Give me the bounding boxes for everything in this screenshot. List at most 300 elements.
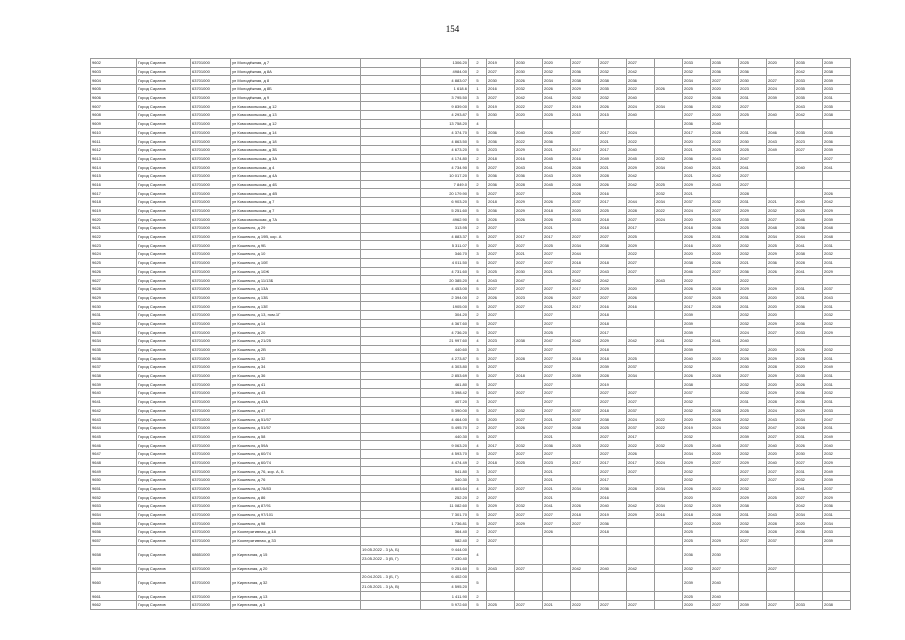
year-cell: 2024 bbox=[683, 206, 711, 215]
year-cell bbox=[515, 224, 543, 233]
year-cell: 2036 bbox=[487, 171, 515, 180]
year-cell: 2043 bbox=[795, 102, 823, 111]
year-cell: 2024 bbox=[627, 102, 655, 111]
row-number-cell: 9624 bbox=[91, 250, 137, 259]
code-cell: 63701000 bbox=[191, 476, 231, 485]
year-cell: 2032 bbox=[683, 397, 711, 406]
row-number-cell: 9659 bbox=[91, 564, 137, 573]
year-cell bbox=[655, 111, 683, 120]
area-cell: 13 758.20 bbox=[421, 119, 469, 128]
city-cell: Город Саратов bbox=[137, 241, 191, 250]
year-cell: 2044 bbox=[627, 198, 655, 207]
area-cell: 2 394.00 bbox=[421, 293, 469, 302]
floors-cell: 5 bbox=[469, 258, 487, 267]
year-cell bbox=[655, 389, 683, 398]
area-cell: 4 736.20 bbox=[421, 328, 469, 337]
year-cell: 2017 bbox=[599, 458, 627, 467]
year-cell: 2029 bbox=[515, 519, 543, 528]
year-cell bbox=[711, 389, 739, 398]
year-cell bbox=[655, 137, 683, 146]
year-cell: 2032 bbox=[739, 319, 767, 328]
year-cell: 2036 bbox=[795, 319, 823, 328]
table-row bbox=[91, 119, 851, 128]
year-cell: 2040 bbox=[823, 441, 851, 450]
year-cell bbox=[543, 189, 571, 198]
year-cell: 2039 bbox=[683, 319, 711, 328]
year-cell bbox=[795, 119, 823, 128]
area-cell: 346.70 bbox=[421, 250, 469, 259]
row-number-cell: 9660 bbox=[91, 573, 137, 592]
year-cell: 2043 bbox=[823, 293, 851, 302]
year-cell: 2016 bbox=[515, 154, 543, 163]
year-cell bbox=[655, 258, 683, 267]
floors-cell: 5 bbox=[469, 232, 487, 241]
address-cell: ул Комсомольская, д 3А bbox=[231, 154, 361, 163]
year-cell bbox=[823, 180, 851, 189]
address-cell: ул Кошевого, д 13, пом.1Г bbox=[231, 310, 361, 319]
year-cell: 2018 bbox=[599, 354, 627, 363]
address-cell: ул Кошевого, д 76 bbox=[231, 476, 361, 485]
table-row bbox=[91, 102, 851, 111]
year-cell: 2017 bbox=[599, 328, 627, 337]
row-number-cell: 9649 bbox=[91, 467, 137, 476]
year-cell bbox=[655, 267, 683, 276]
table-row bbox=[91, 85, 851, 94]
year-cell: 2027 bbox=[515, 241, 543, 250]
year-cell: 2027 bbox=[627, 467, 655, 476]
table-row bbox=[91, 510, 851, 519]
year-cell: 2024 bbox=[627, 128, 655, 137]
year-cell: 2024 bbox=[711, 423, 739, 432]
year-cell bbox=[767, 484, 795, 493]
year-cell: 2022 bbox=[711, 484, 739, 493]
area-cell bbox=[421, 545, 469, 564]
year-cell bbox=[767, 337, 795, 346]
area-cell: 4 453.00 bbox=[421, 284, 469, 293]
address-cell: ул Молодёжная, д 9 bbox=[231, 93, 361, 102]
year-cell: 2034 bbox=[655, 102, 683, 111]
floors-cell: 5 bbox=[469, 573, 487, 592]
code-cell: 63701000 bbox=[191, 241, 231, 250]
year-cell: 2039 bbox=[683, 328, 711, 337]
year-cell: 2032 bbox=[795, 476, 823, 485]
row-number-cell: 9618 bbox=[91, 198, 137, 207]
year-cell bbox=[711, 528, 739, 537]
city-cell: Город Саратов bbox=[137, 267, 191, 276]
year-cell bbox=[655, 59, 683, 68]
year-cell bbox=[739, 592, 767, 601]
year-cell: 2030 bbox=[487, 76, 515, 85]
document-cell bbox=[361, 432, 421, 441]
year-cell bbox=[655, 493, 683, 502]
row-number-cell: 9641 bbox=[91, 397, 137, 406]
year-cell: 2027 bbox=[515, 449, 543, 458]
year-cell: 2028 bbox=[795, 354, 823, 363]
year-cell: 2017 bbox=[627, 432, 655, 441]
area-cell: 4 011.50 bbox=[421, 258, 469, 267]
code-cell: 63701000 bbox=[191, 93, 231, 102]
year-cell bbox=[571, 528, 599, 537]
year-cell: 2049 bbox=[823, 467, 851, 476]
year-cell: 2045 bbox=[627, 154, 655, 163]
year-cell bbox=[655, 76, 683, 85]
code-cell: 63701000 bbox=[191, 154, 231, 163]
table-row bbox=[91, 600, 851, 609]
city-cell: Город Саратов bbox=[137, 441, 191, 450]
year-cell: 2025 bbox=[767, 493, 795, 502]
year-cell: 2027 bbox=[487, 328, 515, 337]
area-cell: 8 803.64 bbox=[421, 484, 469, 493]
document-cell bbox=[361, 250, 421, 259]
year-cell bbox=[599, 545, 627, 564]
year-cell: 2027 bbox=[627, 258, 655, 267]
year-cell: 2027 bbox=[627, 267, 655, 276]
year-cell bbox=[823, 564, 851, 573]
year-cell: 2038 bbox=[823, 111, 851, 120]
city-cell: Город Саратов bbox=[137, 128, 191, 137]
year-cell: 2020 bbox=[767, 293, 795, 302]
year-cell: 2026 bbox=[795, 345, 823, 354]
year-cell bbox=[711, 397, 739, 406]
year-cell: 2032 bbox=[683, 432, 711, 441]
year-cell: 2041 bbox=[739, 163, 767, 172]
table-row bbox=[91, 345, 851, 354]
table-row bbox=[91, 415, 851, 424]
area-cell: 4 367.60 bbox=[421, 319, 469, 328]
year-cell bbox=[795, 180, 823, 189]
code-cell: 63701000 bbox=[191, 406, 231, 415]
year-cell bbox=[711, 319, 739, 328]
address-cell: ул Комсомольская, д 13 bbox=[231, 111, 361, 120]
year-cell bbox=[767, 573, 795, 592]
document-cell bbox=[361, 406, 421, 415]
document-cell bbox=[361, 423, 421, 432]
document-cell bbox=[361, 337, 421, 346]
code-cell: 63701000 bbox=[191, 224, 231, 233]
year-cell: 2048 bbox=[823, 232, 851, 241]
year-cell: 2034 bbox=[767, 232, 795, 241]
year-cell: 2019 bbox=[487, 59, 515, 68]
document-cell-line: 20.04.2021 - 3 (Б, Г) bbox=[361, 573, 420, 583]
year-cell: 2027 bbox=[543, 250, 571, 259]
year-cell: 2036 bbox=[795, 302, 823, 311]
document-cell bbox=[361, 137, 421, 146]
code-cell: 63701000 bbox=[191, 76, 231, 85]
year-cell: 2049 bbox=[599, 154, 627, 163]
register-body bbox=[91, 59, 851, 610]
year-cell: 2020 bbox=[711, 449, 739, 458]
year-cell: 2032 bbox=[683, 502, 711, 511]
year-cell bbox=[487, 573, 515, 592]
area-cell: 4 731.60 bbox=[421, 267, 469, 276]
year-cell bbox=[571, 380, 599, 389]
document-cell bbox=[361, 180, 421, 189]
row-number-cell: 9625 bbox=[91, 258, 137, 267]
document-cell bbox=[361, 354, 421, 363]
area-cell: 4 883.07 bbox=[421, 76, 469, 85]
year-cell: 2027 bbox=[543, 519, 571, 528]
year-cell: 2027 bbox=[487, 397, 515, 406]
year-cell: 2027 bbox=[767, 467, 795, 476]
table-row bbox=[91, 137, 851, 146]
year-cell: 2026 bbox=[543, 198, 571, 207]
year-cell: 2028 bbox=[599, 371, 627, 380]
year-cell bbox=[627, 476, 655, 485]
year-cell: 2027 bbox=[711, 564, 739, 573]
row-number-cell: 9637 bbox=[91, 363, 137, 372]
area-cell: 364.40 bbox=[421, 528, 469, 537]
document-cell bbox=[361, 441, 421, 450]
year-cell: 2027 bbox=[627, 600, 655, 609]
year-cell: 2027 bbox=[767, 476, 795, 485]
year-cell bbox=[543, 276, 571, 285]
year-cell bbox=[515, 592, 543, 601]
year-cell: 2027 bbox=[599, 59, 627, 68]
year-cell: 2037 bbox=[767, 536, 795, 545]
year-cell bbox=[515, 493, 543, 502]
floors-cell: 5 bbox=[469, 564, 487, 573]
year-cell: 2027 bbox=[487, 319, 515, 328]
year-cell bbox=[655, 397, 683, 406]
year-cell: 2027 bbox=[571, 293, 599, 302]
table-row bbox=[91, 154, 851, 163]
year-cell bbox=[571, 389, 599, 398]
code-cell: 63701000 bbox=[191, 250, 231, 259]
year-cell: 2018 bbox=[487, 154, 515, 163]
row-number-cell: 9612 bbox=[91, 145, 137, 154]
year-cell: 2029 bbox=[823, 493, 851, 502]
year-cell: 2028 bbox=[767, 519, 795, 528]
year-cell bbox=[655, 119, 683, 128]
city-cell: Город Саратов bbox=[137, 545, 191, 564]
year-cell: 2026 bbox=[739, 354, 767, 363]
year-cell: 2028 bbox=[767, 528, 795, 537]
document-cell bbox=[361, 59, 421, 68]
year-cell: 2017 bbox=[627, 458, 655, 467]
city-cell: Город Саратов bbox=[137, 258, 191, 267]
year-cell: 2016 bbox=[571, 154, 599, 163]
year-cell: 2041 bbox=[795, 241, 823, 250]
year-cell: 2039 bbox=[767, 93, 795, 102]
document-cell bbox=[361, 363, 421, 372]
year-cell: 2044 bbox=[571, 250, 599, 259]
year-cell: 2016 bbox=[487, 85, 515, 94]
year-cell: 2023 bbox=[487, 145, 515, 154]
area-cell: 3 795.50 bbox=[421, 93, 469, 102]
city-cell: Город Саратов bbox=[137, 510, 191, 519]
year-cell: 2035 bbox=[599, 85, 627, 94]
year-cell: 2028 bbox=[711, 406, 739, 415]
year-cell: 2039 bbox=[823, 59, 851, 68]
area-cell: 4962.90 bbox=[421, 215, 469, 224]
year-cell bbox=[795, 564, 823, 573]
year-cell: 2035 bbox=[795, 59, 823, 68]
year-cell bbox=[655, 145, 683, 154]
floors-cell: 3 bbox=[469, 467, 487, 476]
area-cell: 340.30 bbox=[421, 476, 469, 485]
year-cell: 2028 bbox=[711, 128, 739, 137]
document-cell bbox=[361, 302, 421, 311]
code-cell: 63701000 bbox=[191, 600, 231, 609]
year-cell: 2035 bbox=[823, 102, 851, 111]
area-cell: 1 618.6 bbox=[421, 85, 469, 94]
year-cell: 2036 bbox=[767, 258, 795, 267]
table-row bbox=[91, 232, 851, 241]
year-cell bbox=[571, 363, 599, 372]
year-cell: 2032 bbox=[823, 250, 851, 259]
year-cell bbox=[627, 189, 655, 198]
year-cell: 2027 bbox=[599, 232, 627, 241]
year-cell: 2040 bbox=[739, 337, 767, 346]
document-cell bbox=[361, 319, 421, 328]
year-cell: 2028 bbox=[571, 180, 599, 189]
year-cell: 2032 bbox=[739, 389, 767, 398]
address-cell: ул Кошевого, д 58 bbox=[231, 432, 361, 441]
year-cell: 2027 bbox=[627, 215, 655, 224]
address-cell: ул Комсомольская, д 7 bbox=[231, 206, 361, 215]
row-number-cell: 9619 bbox=[91, 206, 137, 215]
year-cell: 2039 bbox=[823, 215, 851, 224]
year-cell: 2045 bbox=[543, 154, 571, 163]
code-cell: 63701000 bbox=[191, 111, 231, 120]
year-cell: 2019 bbox=[599, 510, 627, 519]
floors-cell: 5 bbox=[469, 241, 487, 250]
year-cell: 2020 bbox=[683, 600, 711, 609]
table-row bbox=[91, 128, 851, 137]
document-cell bbox=[361, 449, 421, 458]
year-cell: 2027 bbox=[767, 432, 795, 441]
year-cell: 2027 bbox=[627, 397, 655, 406]
year-cell: 2031 bbox=[739, 397, 767, 406]
document-cell bbox=[361, 293, 421, 302]
year-cell: 2037 bbox=[571, 415, 599, 424]
year-cell: 2049 bbox=[767, 145, 795, 154]
code-cell: 63701000 bbox=[191, 284, 231, 293]
row-number-cell: 9638 bbox=[91, 371, 137, 380]
year-cell: 2018 bbox=[599, 310, 627, 319]
area-cell: 4 593.70 bbox=[421, 449, 469, 458]
area-cell: 4984.00 bbox=[421, 67, 469, 76]
year-cell: 2043 bbox=[487, 276, 515, 285]
year-cell bbox=[599, 573, 627, 592]
year-cell bbox=[795, 536, 823, 545]
year-cell bbox=[655, 128, 683, 137]
year-cell: 2022 bbox=[655, 423, 683, 432]
year-cell bbox=[571, 476, 599, 485]
floors-cell: 5 bbox=[469, 111, 487, 120]
table-row bbox=[91, 371, 851, 380]
year-cell: 2034 bbox=[627, 371, 655, 380]
year-cell: 2022 bbox=[711, 137, 739, 146]
code-cell: 63701000 bbox=[191, 415, 231, 424]
address-cell: ул Кошевого, д 87/91 bbox=[231, 502, 361, 511]
year-cell: 2018 bbox=[599, 224, 627, 233]
year-cell: 2036 bbox=[739, 232, 767, 241]
year-cell: 2039 bbox=[823, 145, 851, 154]
document-cell bbox=[361, 502, 421, 511]
year-cell: 2032 bbox=[655, 189, 683, 198]
table-row bbox=[91, 467, 851, 476]
year-cell: 2027 bbox=[487, 406, 515, 415]
year-cell: 2034 bbox=[571, 241, 599, 250]
year-cell: 2036 bbox=[543, 441, 571, 450]
year-cell bbox=[711, 493, 739, 502]
year-cell bbox=[655, 573, 683, 592]
year-cell bbox=[515, 319, 543, 328]
year-cell: 2027 bbox=[487, 163, 515, 172]
year-cell: 2025 bbox=[711, 293, 739, 302]
year-cell: 2020 bbox=[515, 111, 543, 120]
year-cell: 2020 bbox=[683, 215, 711, 224]
row-number-cell: 9656 bbox=[91, 528, 137, 537]
table-row bbox=[91, 198, 851, 207]
year-cell: 2018 bbox=[599, 345, 627, 354]
document-cell bbox=[361, 276, 421, 285]
address-cell: ул Кошевого, д 34 bbox=[231, 363, 361, 372]
row-number-cell: 9654 bbox=[91, 510, 137, 519]
year-cell bbox=[571, 119, 599, 128]
year-cell bbox=[823, 276, 851, 285]
year-cell: 2020 bbox=[795, 519, 823, 528]
floors-cell: 2 bbox=[469, 67, 487, 76]
year-cell bbox=[571, 592, 599, 601]
year-cell: 2037 bbox=[571, 128, 599, 137]
year-cell bbox=[515, 528, 543, 537]
year-cell: 2026 bbox=[795, 380, 823, 389]
year-cell: 2025 bbox=[767, 241, 795, 250]
floors-cell: 5 bbox=[469, 206, 487, 215]
year-cell: 2032 bbox=[739, 250, 767, 259]
year-cell: 2032 bbox=[823, 389, 851, 398]
year-cell: 2025 bbox=[627, 232, 655, 241]
city-cell: Город Саратов bbox=[137, 250, 191, 259]
year-cell: 2017 bbox=[599, 145, 627, 154]
year-cell: 2028 bbox=[627, 206, 655, 215]
row-number-cell: 9631 bbox=[91, 310, 137, 319]
code-cell: 63701000 bbox=[191, 206, 231, 215]
year-cell: 2020 bbox=[711, 85, 739, 94]
document-cell bbox=[361, 510, 421, 519]
year-cell bbox=[627, 545, 655, 564]
address-cell: ул Молодёжная, д 8Б bbox=[231, 85, 361, 94]
address-cell: ул Кошевого, д 10 bbox=[231, 250, 361, 259]
year-cell: 2016 bbox=[599, 302, 627, 311]
year-cell: 2028 bbox=[571, 163, 599, 172]
year-cell: 2021 bbox=[543, 267, 571, 276]
document-cell bbox=[361, 67, 421, 76]
year-cell: 2033 bbox=[823, 85, 851, 94]
year-cell: 2026 bbox=[515, 215, 543, 224]
year-cell: 2029 bbox=[571, 171, 599, 180]
year-cell: 2036 bbox=[739, 267, 767, 276]
floors-cell: 4 bbox=[469, 545, 487, 564]
year-cell: 2020 bbox=[543, 59, 571, 68]
table-row bbox=[91, 267, 851, 276]
year-cell: 2021 bbox=[543, 224, 571, 233]
area-cell: 4 464.00 bbox=[421, 415, 469, 424]
city-cell: Город Саратов bbox=[137, 119, 191, 128]
area-cell: 5 311.07 bbox=[421, 241, 469, 250]
year-cell: 2045 bbox=[543, 180, 571, 189]
year-cell bbox=[823, 545, 851, 564]
year-cell bbox=[655, 592, 683, 601]
year-cell bbox=[571, 319, 599, 328]
year-cell bbox=[767, 67, 795, 76]
year-cell: 2027 bbox=[543, 406, 571, 415]
year-cell: 2025 bbox=[599, 423, 627, 432]
year-cell bbox=[627, 592, 655, 601]
year-cell: 2027 bbox=[711, 76, 739, 85]
